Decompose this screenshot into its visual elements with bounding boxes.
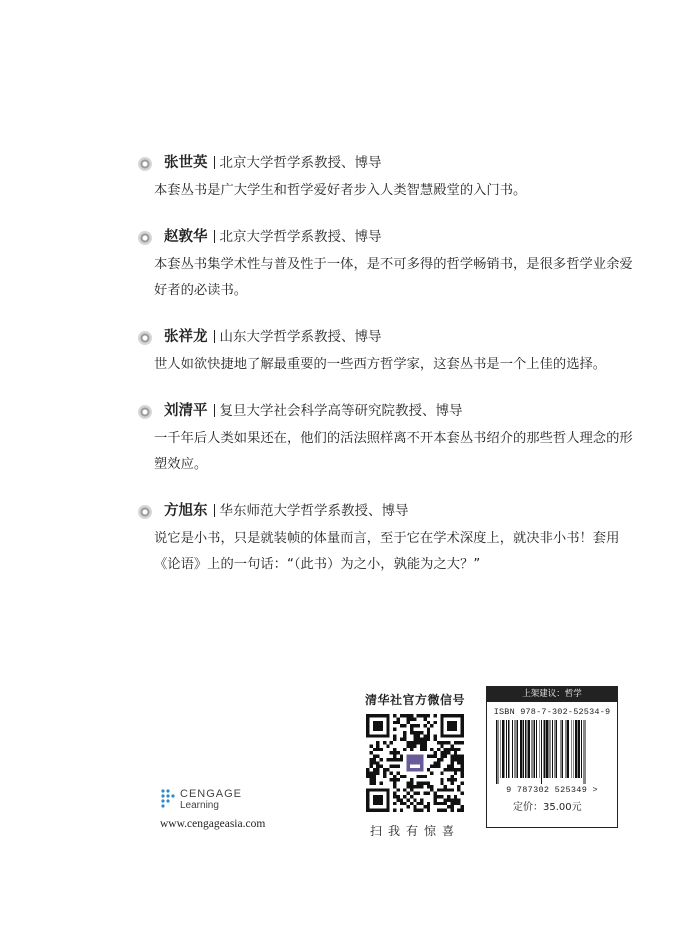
review-item <box>138 498 638 578</box>
shelf-suggestion: 上架建议：哲学 <box>487 687 617 702</box>
bullet-circle-icon <box>138 157 152 171</box>
divider <box>214 156 215 169</box>
ean-digits: 9 787302 525349 > <box>506 785 598 795</box>
review-quote: 一千年后人类如果还在，他们的活法照样离不开本套丛书绍介的那些哲人理念的形 塑效应。 <box>154 431 633 472</box>
review-quote: 世人如欲快捷地了解最重要的一些西方哲学家，这套丛书是一个上佳的选择。 <box>154 357 607 372</box>
review-item <box>138 224 638 304</box>
qr-title: 清华社官方微信号 <box>364 693 465 707</box>
review-item <box>138 324 638 378</box>
review-item <box>138 398 638 478</box>
reviewer-name: 赵敦华 <box>164 229 208 245</box>
price-label: 定价：35.00元 <box>513 802 582 813</box>
reviewer-name: 刘清平 <box>164 403 208 419</box>
divider <box>214 404 215 417</box>
qr-code <box>366 714 464 812</box>
review-quote: 本套丛书是广大学生和哲学爱好者步入人类智慧殿堂的入门书。 <box>154 183 527 198</box>
reviewer-title: 复旦大学社会科学高等研究院教授、博导 <box>219 403 463 419</box>
isbn-text: ISBN 978-7-302-52534-9 <box>493 707 611 717</box>
bullet-circle-icon <box>138 331 152 345</box>
reviewer-name: 张祥龙 <box>164 329 208 345</box>
brand-subtitle: Learning <box>180 800 219 811</box>
publisher-url: www.cengageasia.com <box>160 818 266 830</box>
bullet-circle-icon <box>138 405 152 419</box>
review-quote: 说它是小书，只是就装帧的体量而言，至于它在学术深度上，就决非小书！套用 《论语》上的一句话：“（此书）为之小，孰能为之大？” <box>154 531 620 572</box>
reviewer-title: 北京大学哲学系教授、博导 <box>219 155 382 171</box>
reviewer-name: 方旭东 <box>164 503 208 519</box>
isbn-barcode-box <box>486 686 618 828</box>
reviewer-title: 北京大学哲学系教授、博导 <box>219 229 382 245</box>
review-quote: 本套丛书集学术性与普及性于一体，是不可多得的哲学畅销书，是很多哲学业余爱 好者的必读书。 <box>154 257 633 298</box>
brand-name: CENGAGE <box>180 788 243 800</box>
qr-caption: 扫我有惊喜 <box>369 824 460 838</box>
reviewer-name: 张世英 <box>164 155 208 171</box>
cengage-logo-icon <box>160 788 176 808</box>
divider <box>214 230 215 243</box>
divider <box>214 330 215 343</box>
wechat-qr-block <box>360 692 470 839</box>
reviewer-title: 山东大学哲学系教授、博导 <box>219 329 382 345</box>
barcode-bars <box>494 720 610 784</box>
divider <box>214 504 215 517</box>
publisher-brand <box>160 788 265 830</box>
review-list <box>138 150 638 578</box>
bullet-circle-icon <box>138 231 152 245</box>
reviewer-title: 华东师范大学哲学系教授、博导 <box>219 503 409 519</box>
bullet-circle-icon <box>138 505 152 519</box>
review-item <box>138 150 638 204</box>
